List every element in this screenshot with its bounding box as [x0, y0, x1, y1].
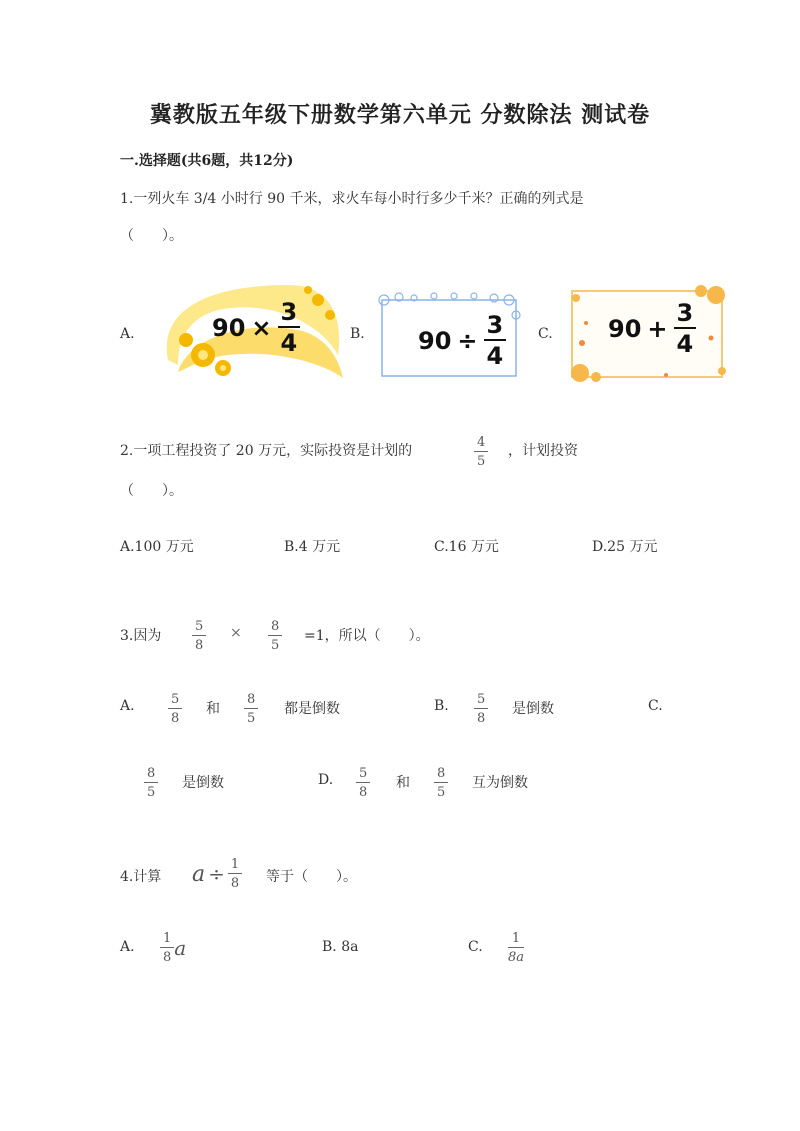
- q3-text-post: =1，所以（ ）。: [304, 628, 430, 644]
- q4-var: a: [192, 861, 206, 887]
- q1-option-a-label: A.: [120, 326, 135, 342]
- q2-text-post: ，计划投资: [508, 443, 578, 459]
- q1-option-c-fraction: $\frac{3}{4}$: [674, 301, 697, 356]
- q1-option-c-expression[interactable]: [608, 301, 696, 356]
- page-title: 冀教版五年级下册数学第六单元 分数除法 测试卷: [149, 102, 651, 128]
- q4-option-c-label[interactable]: C.: [468, 939, 483, 955]
- q3-fraction-2: 8 5: [268, 620, 282, 652]
- q3-option-d-text: 互为倒数: [472, 775, 528, 791]
- q3-option-a-and: 和: [206, 701, 220, 717]
- q3-text: 3.因为: [120, 628, 162, 644]
- q4-option-c-fraction: 1 8a: [508, 931, 525, 965]
- q4-option-a-var: a: [174, 936, 187, 960]
- q1-text: 1.一列火车 3/4 小时行 90 千米，求火车每小时行多少千米？正确的列式是: [120, 191, 584, 207]
- q1-option-b-expression[interactable]: [418, 313, 506, 368]
- q3-option-d-fraction-2: 8 5: [434, 767, 448, 799]
- q3-option-a-fraction-2: 8 5: [244, 693, 258, 725]
- q1-option-a-fraction: $\frac{3}{4}$: [278, 300, 301, 355]
- q3-option-a-text: 都是倒数: [284, 701, 340, 717]
- q4-text-post: 等于（ ）。: [266, 869, 357, 885]
- q1-blank: （ ）。: [120, 228, 183, 244]
- q4-option-a-value: [160, 932, 186, 964]
- q1-option-c-whole: 90: [608, 314, 642, 343]
- q2-blank: （ ）。: [120, 483, 183, 499]
- q2-text: 2.一项工程投资了 20 万元，实际投资是计划的: [120, 443, 413, 459]
- q3-option-d-and: 和: [396, 775, 410, 791]
- q2-option-d[interactable]: D.25 万元: [592, 539, 658, 555]
- q3-option-d-label[interactable]: D.: [318, 772, 334, 788]
- q4-expression: [192, 858, 242, 890]
- q3-option-a-fraction-1: 5 8: [168, 693, 182, 725]
- q2-fraction: 4 5: [474, 436, 488, 468]
- q1-option-a-expression[interactable]: [212, 300, 300, 355]
- q3-option-a-label[interactable]: A.: [120, 698, 135, 714]
- q1-option-a-operator: ×: [251, 313, 272, 342]
- q2-option-b[interactable]: B.4 万元: [284, 539, 341, 555]
- q1-option-c-operator: +: [647, 314, 668, 343]
- q2-option-a[interactable]: A.100 万元: [120, 539, 194, 555]
- q1-option-b-whole: 90: [418, 326, 452, 355]
- q3-option-b-label[interactable]: B.: [434, 698, 449, 714]
- q4-divide: ÷: [208, 862, 225, 886]
- q4-option-b[interactable]: B. 8a: [322, 939, 359, 955]
- q3-option-c-text: 是倒数: [182, 775, 224, 791]
- q3-option-c-label[interactable]: C.: [648, 698, 663, 714]
- q4-option-a-fraction: $\frac{1}{8}$: [160, 932, 174, 964]
- q4-option-a-label[interactable]: A.: [120, 939, 135, 955]
- section-heading: 一.选择题(共6题，共12分): [120, 153, 294, 169]
- q3-times: ×: [230, 625, 242, 641]
- q1-option-b-fraction: $\frac{3}{4}$: [484, 313, 507, 368]
- q3-option-b-text: 是倒数: [512, 701, 554, 717]
- q3-option-d-fraction-1: 5 8: [356, 767, 370, 799]
- q3-fraction-1: 5 8: [192, 620, 206, 652]
- q1-option-c-label: C.: [538, 326, 553, 342]
- q3-option-c-fraction: 8 5: [144, 767, 158, 799]
- q2-option-c[interactable]: C.16 万元: [434, 539, 499, 555]
- q1-option-b-operator: ÷: [457, 326, 478, 355]
- q4-text: 4.计算: [120, 869, 162, 885]
- q1-option-a-whole: 90: [212, 313, 246, 342]
- q3-option-b-fraction: 5 8: [474, 693, 488, 725]
- q4-fraction: $\frac{1}{8}$: [228, 858, 242, 890]
- q1-option-b-label: B.: [350, 326, 365, 342]
